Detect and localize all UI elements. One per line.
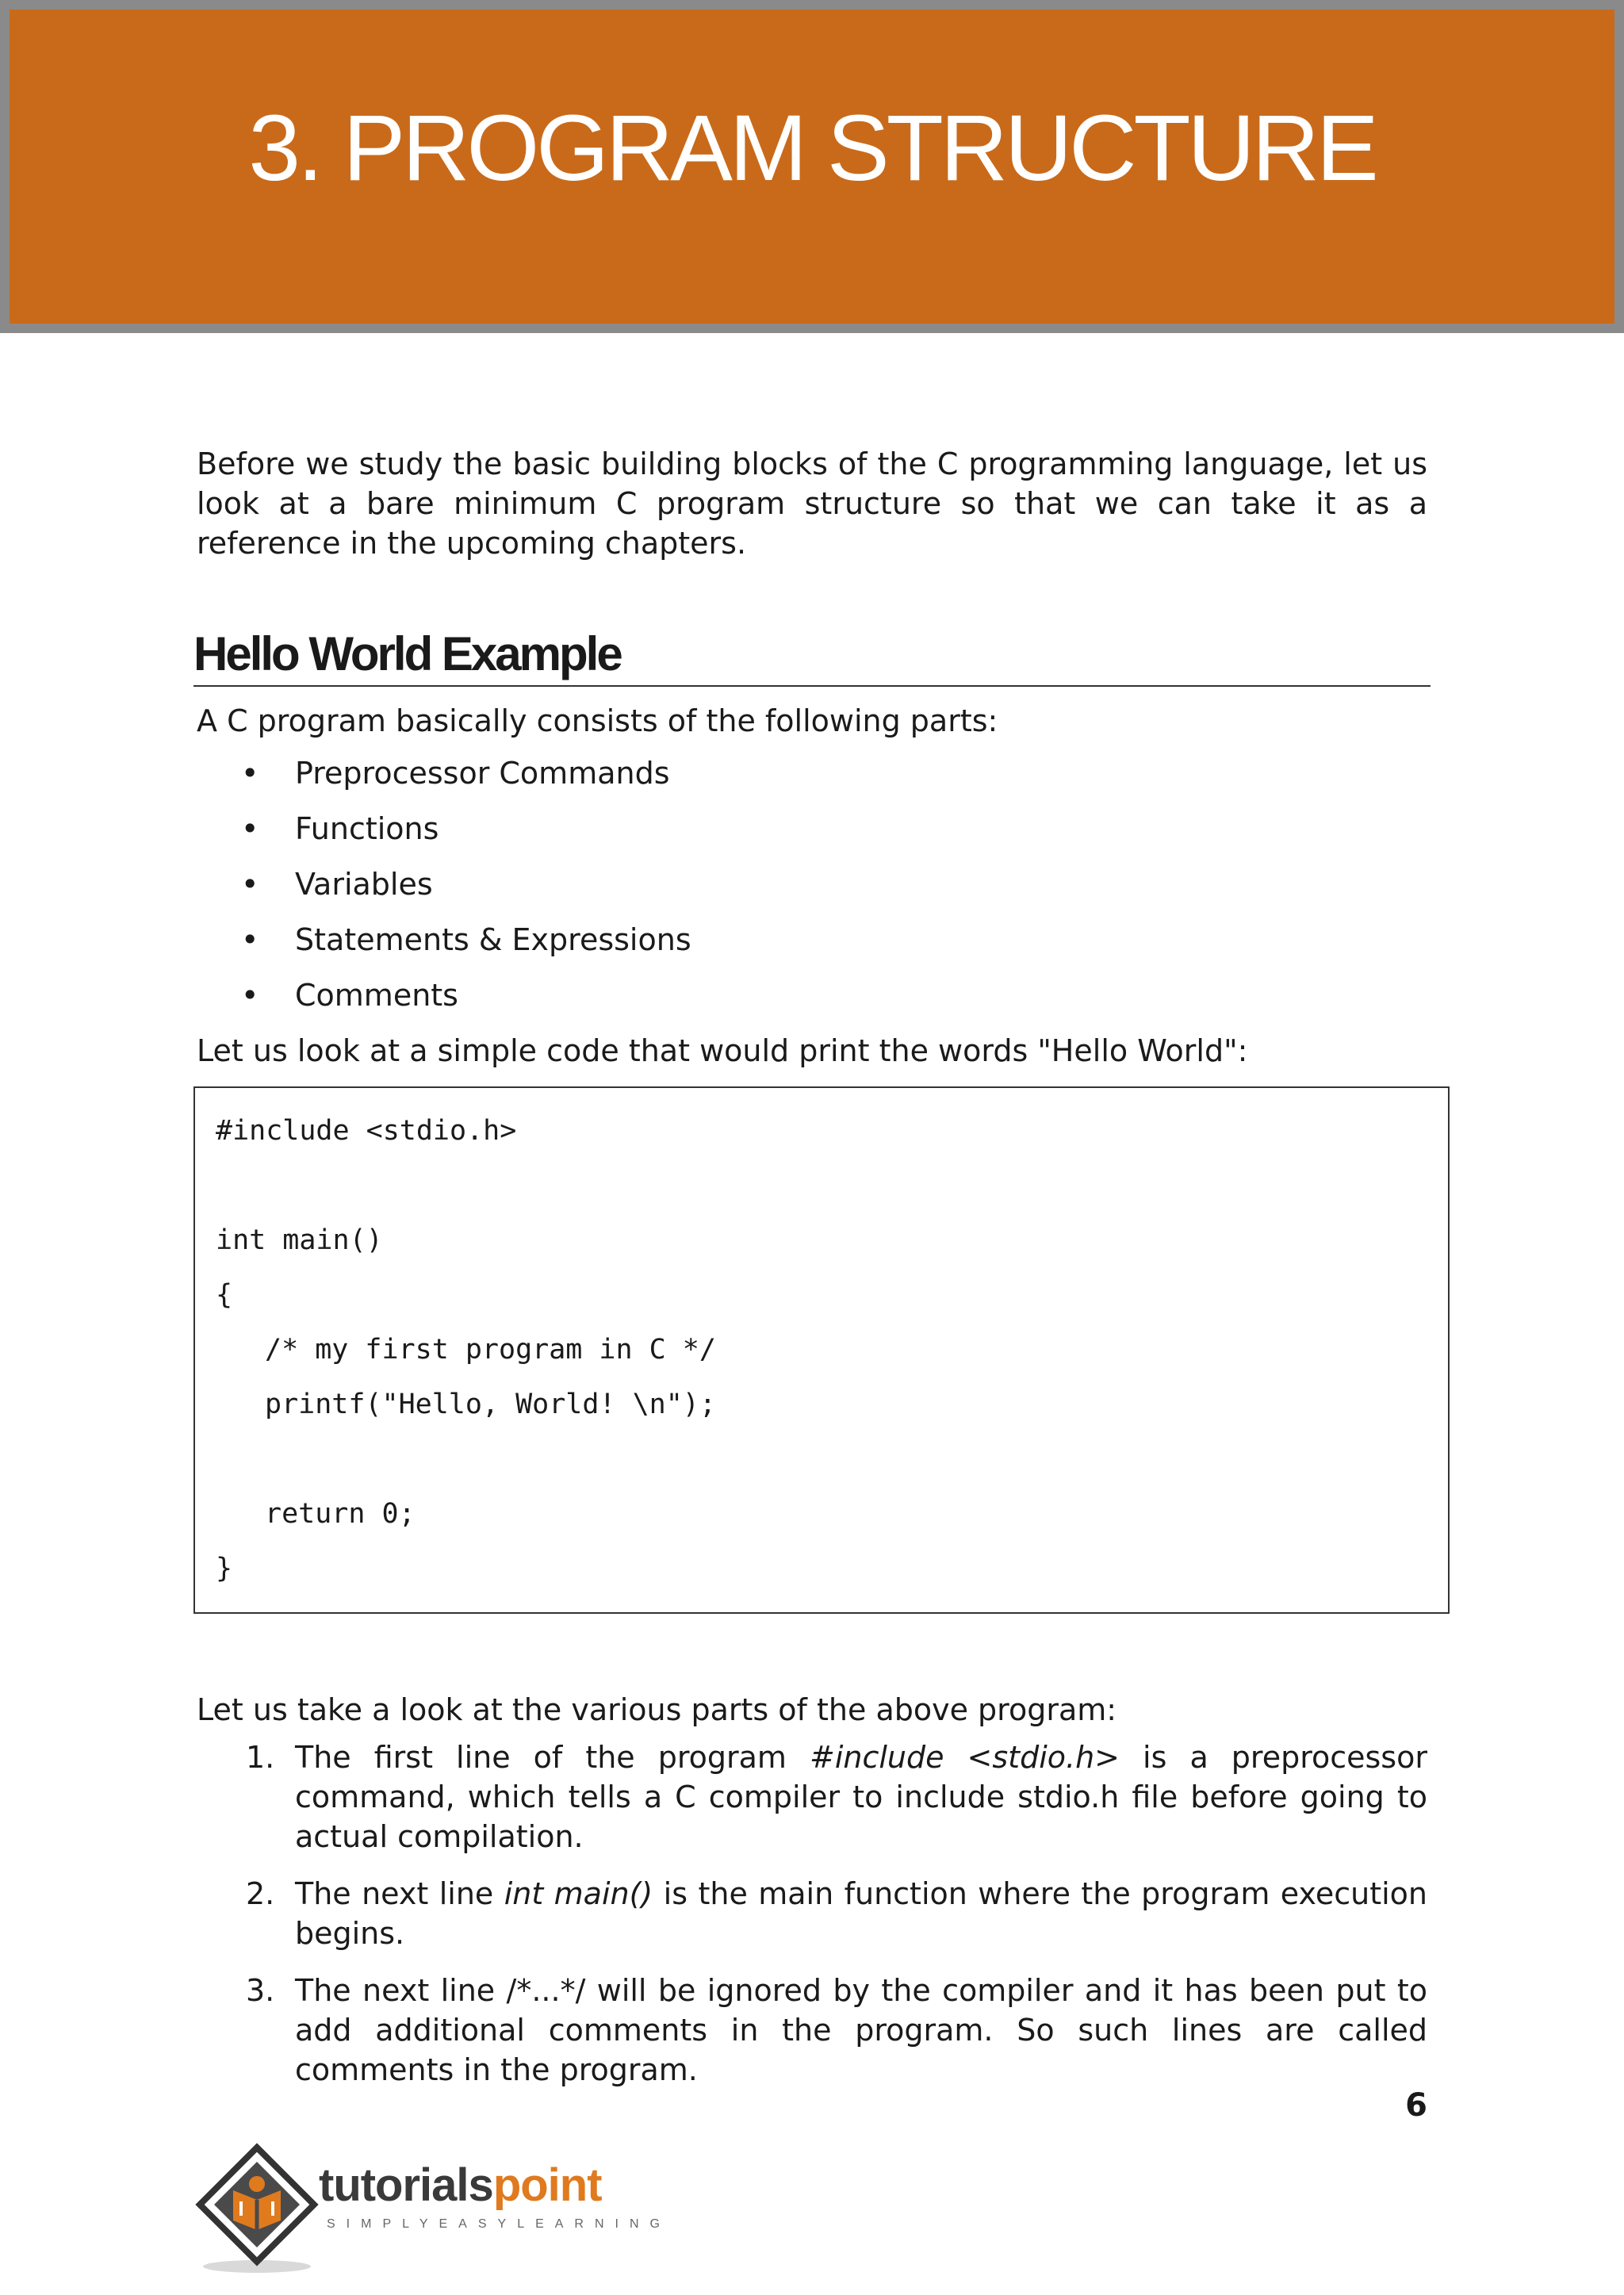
logo-emblem-icon <box>193 2141 328 2276</box>
code-blank-line <box>216 1159 1427 1213</box>
step-text <box>295 1874 1427 1953</box>
explanation-list <box>197 1738 1427 2090</box>
tutorialspoint-logo <box>193 2141 671 2276</box>
step-code-emphasis: int main() <box>504 1876 653 1911</box>
page-number: 6 <box>1405 2087 1427 2124</box>
code-lead: Let us look at a simple code that would print the words "Hello World": <box>197 1033 1248 1068</box>
logo-word-part1: tutorials <box>319 2159 493 2211</box>
parts-lead: A C program basically consists of the following parts: <box>197 703 998 738</box>
list-number: 3. <box>246 1973 275 2008</box>
bullet-icon: • <box>241 978 259 1013</box>
list-number: 1. <box>246 1740 275 1775</box>
chapter-title: 3. PROGRAM STRUCTURE <box>248 96 1376 201</box>
logo-word-part2: point <box>492 2159 602 2211</box>
code-line-open-brace: { <box>216 1279 233 1311</box>
bullet-icon: • <box>241 922 259 957</box>
list-item <box>197 975 1427 1015</box>
step-text-start: The next line /*...*/ will be ignored by the compiler and it has been put to add additional comments in the program. So such lines are called comments in the program. <box>295 1973 1427 2087</box>
section-heading: Hello World Example <box>193 625 1431 687</box>
list-item <box>197 753 1427 793</box>
code-block <box>193 1086 1450 1614</box>
bullet-icon: • <box>241 756 259 791</box>
list-item <box>197 1874 1427 1953</box>
code-line-close-brace: } <box>216 1553 233 1584</box>
step-text-start: The first line of the program <box>295 1740 810 1775</box>
list-item-label: Comments <box>295 978 458 1013</box>
explanation-lead: Let us take a look at the various parts of the above program: <box>197 1692 1117 1727</box>
step-code-emphasis: #include <stdio.h> <box>809 1740 1120 1775</box>
list-item <box>197 864 1427 904</box>
step-text-end: is a preprocessor command, which tells a C compiler to include stdio.h file before going to actual compilation. <box>295 1740 1427 1854</box>
code-line-main: int main() <box>216 1224 383 1256</box>
code-line-printf: printf("Hello, World! \n"); <box>265 1389 716 1420</box>
chapter-banner <box>0 0 1624 333</box>
bullet-icon: • <box>241 811 259 846</box>
list-number: 2. <box>246 1876 275 1911</box>
step-text <box>295 1738 1427 1856</box>
list-item <box>197 920 1427 960</box>
list-item-label: Functions <box>295 811 439 846</box>
list-item-label: Statements & Expressions <box>295 922 691 957</box>
list-item <box>197 1738 1427 1856</box>
logo-tagline: SIMPLYEASYLEARNING <box>327 2217 671 2231</box>
code-line-return: return 0; <box>265 1498 416 1530</box>
logo-wordmark <box>319 2159 602 2212</box>
step-text-start: The next line <box>295 1876 504 1911</box>
intro-paragraph: Before we study the basic building blocks of the C programming language, let us look at a bare minimum C program structure so that we can take it as a reference in the upcoming chapters. <box>197 446 1427 561</box>
code-line-comment: /* my first program in C */ <box>265 1334 716 1366</box>
page-content <box>193 444 1427 2107</box>
list-item <box>197 809 1427 849</box>
bullet-icon: • <box>241 867 259 902</box>
list-item <box>197 1971 1427 2090</box>
step-text <box>295 1971 1427 2090</box>
step-text-end: is the main function where the program execution begins. <box>295 1876 1427 1951</box>
code-line-include: #include <stdio.h> <box>216 1115 517 1147</box>
code-blank-line <box>216 1432 1427 1487</box>
list-item-label: Preprocessor Commands <box>295 756 670 791</box>
parts-list <box>197 753 1427 1015</box>
list-item-label: Variables <box>295 867 433 902</box>
